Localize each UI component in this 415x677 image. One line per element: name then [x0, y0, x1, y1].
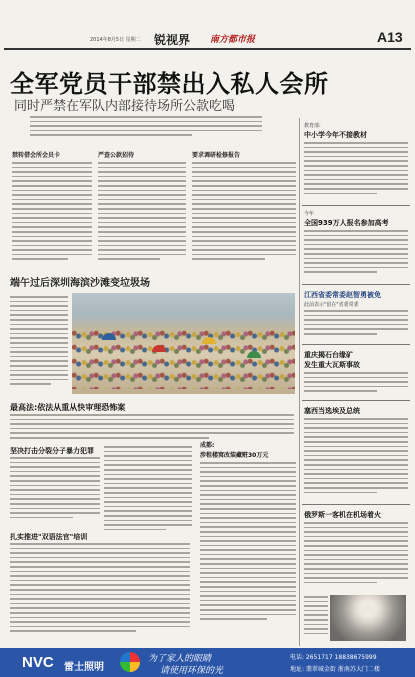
right-text-plane-fire — [304, 522, 408, 592]
column-text-3 — [192, 162, 296, 267]
column-text-2 — [98, 162, 186, 267]
umbrella-icon — [152, 345, 166, 352]
story-text-chengdu — [200, 462, 296, 642]
advertiser-name: 雷士照明 — [64, 662, 104, 673]
right-divider — [302, 205, 410, 206]
ad-slogan-line-1: 为了家人的眼睛 — [148, 654, 212, 664]
story-text-supreme-court — [10, 414, 294, 440]
right-title-chongqing-2: 发生重大瓦斯事故 — [304, 361, 360, 369]
story-title-supreme-court: 最高法:依法从重从快审理恐怖案 — [10, 403, 126, 412]
story-text-bilingual-judges — [10, 543, 190, 643]
column-title-2: 严查公款招待 — [98, 152, 135, 159]
umbrella-icon — [102, 333, 116, 340]
right-text-gaokao — [304, 230, 408, 280]
story-text-middle — [104, 446, 192, 542]
footer-advertisement[interactable] — [0, 648, 415, 677]
umbrella-icon — [202, 337, 216, 344]
right-divider — [302, 400, 410, 401]
umbrella-icon — [247, 351, 261, 358]
rainbow-ring-icon — [120, 652, 140, 672]
right-kicker-1: 教育部: — [304, 123, 321, 129]
ad-slogan-line-2: 请使用环保的光 — [160, 666, 224, 676]
ad-telephone: 电话: 2651717 18838675999 — [290, 654, 377, 661]
right-text-plane-fire-2 — [304, 596, 328, 642]
right-title-gaokao: 全国939万人报名参加高考 — [304, 219, 389, 227]
column-title-1: 禁转借会所会员卡 — [12, 152, 61, 159]
story-kicker-chengdu: 成都: — [200, 442, 215, 449]
right-text-egypt — [304, 418, 408, 500]
column-divider — [299, 118, 300, 646]
main-subheadline: 同时严禁在军队内部接待场所公款吃喝 — [14, 98, 236, 113]
main-headline: 全军党员干部禁出入私人会所 — [10, 72, 329, 98]
right-title-plane-fire: 俄罗斯一客机在机场着火 — [304, 511, 381, 519]
photo-story-title: 端午过后深圳海滨沙滩变垃圾场 — [10, 278, 150, 289]
right-divider — [302, 504, 410, 505]
story-title-chengdu: 涉租楼窝改装藏赃30万元 — [200, 452, 269, 459]
issue-date: 2014年8月5日 星期二 — [90, 37, 141, 43]
right-title-chongqing-1: 重庆揭石台缘矿 — [304, 351, 353, 359]
right-text-jiangxi — [304, 310, 408, 340]
right-text-chongqing — [304, 372, 408, 396]
ad-address: 地址: 翡翠城金街 浙南苏大门二楼 — [290, 666, 380, 673]
story-text-separatists — [10, 457, 100, 527]
right-title-egypt: 塞西当选埃及总统 — [304, 407, 360, 415]
story-title-bilingual-judges: 扎实推进"双语法官"培训 — [10, 533, 88, 541]
newspaper-brand: 南方都市报 — [210, 35, 256, 45]
right-title-textbooks: 中小学今年不接教材 — [304, 131, 367, 139]
section-name: 锐视界 — [154, 33, 191, 47]
lead-paragraph — [30, 116, 262, 140]
right-title-jiangxi: 江西省委常委赵智勇被免 — [304, 291, 381, 299]
column-title-3: 要求调研检修报告 — [192, 152, 241, 159]
right-divider — [302, 344, 410, 345]
masthead — [4, 28, 411, 50]
beach-photo — [72, 293, 295, 394]
column-text-1 — [12, 162, 92, 267]
right-divider — [302, 284, 410, 285]
photo-caption — [10, 296, 68, 394]
right-kicker-2: 今年 — [304, 211, 315, 217]
plane-fire-photo — [330, 595, 406, 641]
page-number: A13 — [377, 29, 403, 45]
right-text-textbooks — [304, 142, 408, 200]
right-subtitle-jiangxi: 此前表示"留在"省委常委 — [304, 302, 359, 308]
story-title-separatists: 坚决打击分裂分子暴力犯罪 — [10, 447, 94, 455]
advertiser-logo: NVC — [22, 654, 54, 671]
